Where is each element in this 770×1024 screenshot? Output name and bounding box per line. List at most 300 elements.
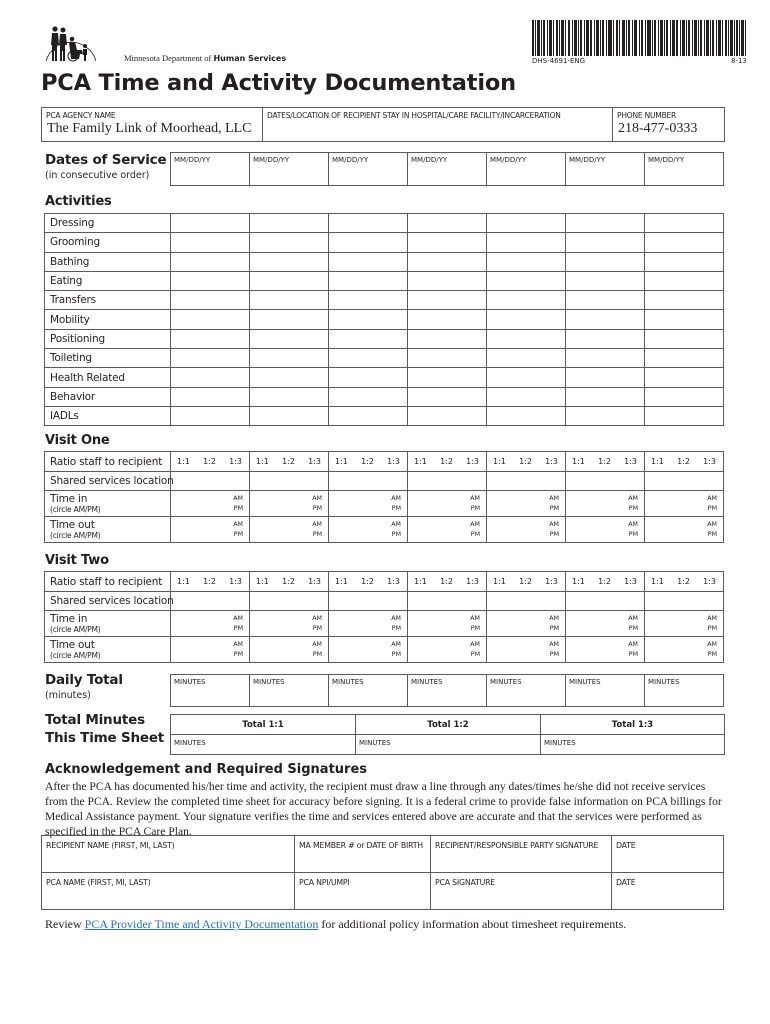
minutes-label: MINUTES: [544, 739, 576, 747]
total-minutes-table: [170, 714, 725, 755]
am-option[interactable]: AM: [628, 640, 638, 648]
pca-provider-doc-link[interactable]: PCA Provider Time and Activity Documentation: [84, 917, 319, 931]
pm-option[interactable]: PM: [312, 650, 322, 658]
total-1-1-field[interactable]: [171, 735, 356, 755]
ratio-option[interactable]: 1:3: [387, 577, 400, 586]
ratio-option[interactable]: 1:1: [572, 577, 585, 586]
activity-checkbox-cell[interactable]: [487, 252, 566, 271]
am-option[interactable]: AM: [707, 520, 717, 528]
pm-option[interactable]: PM: [233, 530, 243, 538]
pm-option[interactable]: PM: [233, 650, 243, 658]
time-out-field[interactable]: [171, 517, 250, 543]
phone-number-field[interactable]: [613, 108, 725, 142]
ratio-cell: [408, 452, 487, 472]
daily-minutes-field[interactable]: [171, 675, 250, 707]
ratio-option[interactable]: 1:1: [493, 577, 506, 586]
shared-location-field[interactable]: [250, 472, 329, 491]
activity-checkbox-cell[interactable]: [645, 271, 724, 290]
minutes-label: MINUTES: [411, 678, 443, 686]
dates-of-service-subheading: (in consecutive order): [45, 170, 150, 181]
am-option[interactable]: AM: [707, 494, 717, 502]
time-out-label-cell: [45, 517, 171, 543]
ratio-option[interactable]: 1:1: [651, 457, 664, 466]
daily-minutes-field[interactable]: [566, 675, 645, 707]
time-in-label-cell: [45, 491, 171, 517]
pm-option[interactable]: PM: [628, 530, 638, 538]
ratio-option[interactable]: 1:3: [308, 457, 321, 466]
daily-total-table: [170, 674, 724, 707]
activity-checkbox-cell[interactable]: [250, 291, 329, 310]
ma-member-field[interactable]: [295, 836, 431, 873]
pm-option[interactable]: PM: [470, 504, 480, 512]
time-out-field[interactable]: [645, 517, 724, 543]
am-option[interactable]: AM: [470, 640, 480, 648]
activity-checkbox-cell[interactable]: [171, 387, 250, 406]
daily-minutes-field[interactable]: [645, 675, 724, 707]
am-option[interactable]: AM: [391, 640, 401, 648]
ratio-option[interactable]: 1:1: [256, 457, 269, 466]
pm-option[interactable]: PM: [628, 650, 638, 658]
activity-checkbox-cell[interactable]: [566, 406, 645, 425]
am-option[interactable]: AM: [391, 494, 401, 502]
activity-checkbox-cell[interactable]: [171, 329, 250, 348]
recipient-signature-field[interactable]: [431, 836, 612, 873]
pca-signature-field[interactable]: [431, 873, 612, 910]
hospital-stay-field[interactable]: [263, 108, 613, 142]
activity-checkbox-cell[interactable]: [566, 329, 645, 348]
pm-option[interactable]: PM: [233, 624, 243, 632]
activity-checkbox-cell[interactable]: [408, 349, 487, 368]
ratio-option[interactable]: 1:2: [677, 457, 690, 466]
am-option[interactable]: AM: [312, 520, 322, 528]
shared-location-field[interactable]: [171, 592, 250, 611]
activity-checkbox-cell[interactable]: [329, 252, 408, 271]
shared-location-field[interactable]: [566, 472, 645, 491]
activity-checkbox-cell[interactable]: [645, 368, 724, 387]
activity-checkbox-cell[interactable]: [408, 406, 487, 425]
ratio-cell: [329, 572, 408, 592]
pm-option[interactable]: PM: [707, 624, 717, 632]
department-name: [124, 53, 286, 63]
ratio-option[interactable]: 1:1: [256, 577, 269, 586]
ratio-options: [645, 452, 723, 471]
ratio-option[interactable]: 1:3: [624, 577, 637, 586]
activity-checkbox-cell[interactable]: [645, 349, 724, 368]
ratio-option[interactable]: 1:1: [177, 457, 190, 466]
ratio-option[interactable]: 1:3: [545, 457, 558, 466]
pm-option[interactable]: PM: [312, 504, 322, 512]
activity-checkbox-cell[interactable]: [250, 214, 329, 233]
ratio-option[interactable]: 1:2: [598, 457, 611, 466]
activity-checkbox-cell[interactable]: [645, 291, 724, 310]
activity-checkbox-cell[interactable]: [566, 271, 645, 290]
time-in-field[interactable]: [250, 491, 329, 517]
pm-option[interactable]: PM: [312, 624, 322, 632]
activity-label: Positioning: [45, 329, 171, 348]
ratio-option[interactable]: 1:2: [203, 457, 216, 466]
daily-minutes-field[interactable]: [329, 675, 408, 707]
activity-label: Toileting: [45, 349, 171, 368]
activity-checkbox-cell[interactable]: [250, 329, 329, 348]
am-option[interactable]: AM: [549, 494, 559, 502]
ratio-option[interactable]: 1:2: [519, 577, 532, 586]
daily-total-heading: Daily Total: [45, 672, 123, 688]
activity-checkbox-cell[interactable]: [645, 387, 724, 406]
activity-checkbox-cell[interactable]: [250, 387, 329, 406]
time-out-field[interactable]: [250, 517, 329, 543]
pm-option[interactable]: PM: [549, 504, 559, 512]
pm-option[interactable]: PM: [470, 624, 480, 632]
ratio-option[interactable]: 1:3: [624, 457, 637, 466]
activity-checkbox-cell[interactable]: [487, 291, 566, 310]
am-option[interactable]: AM: [628, 614, 638, 622]
shared-location-field[interactable]: [645, 472, 724, 491]
total-1-2-field[interactable]: [356, 735, 541, 755]
ratio-option[interactable]: 1:1: [651, 577, 664, 586]
date-placeholder: MM/DD/YY: [174, 156, 211, 164]
ratio-option[interactable]: 1:2: [677, 577, 690, 586]
activity-checkbox-cell[interactable]: [329, 329, 408, 348]
time-in-field[interactable]: [566, 611, 645, 637]
pm-option[interactable]: PM: [391, 624, 401, 632]
ratio-option[interactable]: 1:1: [177, 577, 190, 586]
ratio-option[interactable]: 1:3: [703, 457, 716, 466]
activity-checkbox-cell[interactable]: [408, 291, 487, 310]
shared-location-field[interactable]: [487, 592, 566, 611]
activity-checkbox-cell[interactable]: [408, 252, 487, 271]
ratio-options: [487, 572, 565, 591]
time-out-field[interactable]: [566, 517, 645, 543]
date-field[interactable]: [408, 153, 487, 186]
ratio-option[interactable]: 1:3: [229, 577, 242, 586]
time-in-label-cell: [45, 611, 171, 637]
activity-checkbox-cell[interactable]: [250, 252, 329, 271]
total-minutes-heading-line2: This Time Sheet: [45, 730, 165, 746]
activity-row: [45, 252, 724, 271]
time-out-field[interactable]: [566, 637, 645, 663]
pm-option[interactable]: PM: [470, 650, 480, 658]
activity-checkbox-cell[interactable]: [487, 329, 566, 348]
activity-checkbox-cell[interactable]: [250, 310, 329, 329]
activity-checkbox-cell[interactable]: [487, 214, 566, 233]
daily-minutes-field[interactable]: [408, 675, 487, 707]
time-in-field[interactable]: [487, 611, 566, 637]
shared-location-row: [45, 472, 724, 491]
time-in-field[interactable]: [566, 491, 645, 517]
am-option[interactable]: AM: [470, 520, 480, 528]
am-option[interactable]: AM: [549, 520, 559, 528]
time-out-field[interactable]: [408, 637, 487, 663]
ratio-option[interactable]: 1:3: [466, 457, 479, 466]
shared-location-field[interactable]: [329, 592, 408, 611]
am-option[interactable]: AM: [233, 614, 243, 622]
activity-checkbox-cell[interactable]: [329, 214, 408, 233]
shared-location-field[interactable]: [645, 592, 724, 611]
shared-location-field[interactable]: [250, 592, 329, 611]
activity-checkbox-cell[interactable]: [566, 387, 645, 406]
activity-checkbox-cell[interactable]: [171, 214, 250, 233]
activity-checkbox-cell[interactable]: [408, 387, 487, 406]
activity-label: Dressing: [45, 214, 171, 233]
am-option[interactable]: AM: [549, 614, 559, 622]
activity-row: [45, 406, 724, 425]
activity-checkbox-cell[interactable]: [329, 406, 408, 425]
activity-checkbox-cell[interactable]: [487, 349, 566, 368]
ratio-option[interactable]: 1:3: [703, 577, 716, 586]
activity-checkbox-cell[interactable]: [487, 233, 566, 252]
shared-location-field[interactable]: [487, 472, 566, 491]
am-option[interactable]: AM: [707, 614, 717, 622]
pm-option[interactable]: PM: [707, 530, 717, 538]
activity-checkbox-cell[interactable]: [171, 291, 250, 310]
pm-option[interactable]: PM: [628, 504, 638, 512]
minutes-label: MINUTES: [332, 678, 364, 686]
activity-checkbox-cell[interactable]: [329, 310, 408, 329]
time-out-field[interactable]: [250, 637, 329, 663]
acknowledgement-text: After the PCA has documented his/her time and activity, the recipient must draw a line through any dates/times he/she did not receive services from the PCA. Review the completed time sheet for accuracy before signing. It is a federal crime to provide false information on PCA billings for Medical Assistance payment. Your signature verifies the time and services entered above are accurate and that the services were performed as specified in the PCA Care Plan.: [45, 780, 722, 838]
pm-option[interactable]: PM: [391, 650, 401, 658]
activity-label: Bathing: [45, 252, 171, 271]
time-in-row: [45, 491, 724, 517]
time-in-field[interactable]: [250, 611, 329, 637]
daily-minutes-field[interactable]: [250, 675, 329, 707]
activity-checkbox-cell[interactable]: [171, 349, 250, 368]
ratio-option[interactable]: 1:1: [572, 457, 585, 466]
time-out-field[interactable]: [645, 637, 724, 663]
date-field[interactable]: [487, 153, 566, 186]
phone-number-label: PHONE NUMBER: [617, 111, 677, 120]
pm-option[interactable]: PM: [391, 504, 401, 512]
activity-row: [45, 214, 724, 233]
activity-checkbox-cell[interactable]: [171, 310, 250, 329]
dates-of-service-table: [170, 152, 724, 186]
activity-row: [45, 271, 724, 290]
time-in-field[interactable]: [408, 611, 487, 637]
activity-checkbox-cell[interactable]: [329, 233, 408, 252]
am-option[interactable]: AM: [628, 494, 638, 502]
activity-checkbox-cell[interactable]: [329, 349, 408, 368]
time-out-field[interactable]: [171, 637, 250, 663]
activity-checkbox-cell[interactable]: [645, 233, 724, 252]
ratio-option[interactable]: 1:2: [598, 577, 611, 586]
activity-checkbox-cell[interactable]: [408, 214, 487, 233]
shared-location-field[interactable]: [408, 592, 487, 611]
date-field[interactable]: [566, 153, 645, 186]
activity-checkbox-cell[interactable]: [250, 271, 329, 290]
am-option[interactable]: AM: [391, 614, 401, 622]
activity-checkbox-cell[interactable]: [566, 349, 645, 368]
am-option[interactable]: AM: [707, 640, 717, 648]
agency-name-field[interactable]: [42, 108, 263, 142]
shared-location-field[interactable]: [171, 472, 250, 491]
activity-checkbox-cell[interactable]: [566, 233, 645, 252]
ratio-option[interactable]: 1:2: [203, 577, 216, 586]
ratio-option[interactable]: 1:2: [361, 457, 374, 466]
ratio-option[interactable]: 1:2: [361, 577, 374, 586]
pm-option[interactable]: PM: [707, 650, 717, 658]
activity-checkbox-cell[interactable]: [408, 310, 487, 329]
activity-checkbox-cell[interactable]: [171, 271, 250, 290]
ratio-cell: [250, 572, 329, 592]
activity-checkbox-cell[interactable]: [408, 368, 487, 387]
footer-prefix: Review: [45, 917, 85, 931]
ratio-option[interactable]: 1:3: [229, 457, 242, 466]
ratio-option[interactable]: 1:3: [387, 457, 400, 466]
pca-date-label: DATE: [616, 878, 636, 887]
ratio-option[interactable]: 1:3: [545, 577, 558, 586]
activity-checkbox-cell[interactable]: [487, 368, 566, 387]
activity-checkbox-cell[interactable]: [645, 252, 724, 271]
ratio-row: [45, 572, 724, 592]
pm-option[interactable]: PM: [549, 530, 559, 538]
pca-name-field[interactable]: [42, 873, 295, 910]
activity-checkbox-cell[interactable]: [487, 310, 566, 329]
time-out-field[interactable]: [329, 517, 408, 543]
ratio-cell: [487, 452, 566, 472]
activity-checkbox-cell[interactable]: [329, 271, 408, 290]
date-field[interactable]: [329, 153, 408, 186]
activity-checkbox-cell[interactable]: [171, 368, 250, 387]
ratio-option[interactable]: 1:2: [440, 577, 453, 586]
date-field[interactable]: [171, 153, 250, 186]
ratio-option[interactable]: 1:1: [335, 457, 348, 466]
am-option[interactable]: AM: [233, 640, 243, 648]
time-in-field[interactable]: [408, 491, 487, 517]
pm-option[interactable]: PM: [628, 624, 638, 632]
time-out-field[interactable]: [329, 637, 408, 663]
activity-checkbox-cell[interactable]: [171, 233, 250, 252]
pm-option[interactable]: PM: [549, 650, 559, 658]
ratio-cell: [250, 452, 329, 472]
ratio-option[interactable]: 1:3: [308, 577, 321, 586]
time-in-field[interactable]: [329, 611, 408, 637]
activity-checkbox-cell[interactable]: [566, 310, 645, 329]
ratio-option[interactable]: 1:1: [414, 457, 427, 466]
time-out-field[interactable]: [487, 517, 566, 543]
hospital-stay-label: DATES/LOCATION OF RECIPIENT STAY IN HOSPITAL/CARE FACILITY/INCARCERATION: [267, 111, 561, 120]
am-option[interactable]: AM: [312, 640, 322, 648]
activity-checkbox-cell[interactable]: [250, 233, 329, 252]
ratio-option[interactable]: 1:1: [414, 577, 427, 586]
pca-npi-field[interactable]: [295, 873, 431, 910]
recipient-name-field[interactable]: [42, 836, 295, 873]
activity-checkbox-cell[interactable]: [487, 271, 566, 290]
activity-row: [45, 291, 724, 310]
activity-checkbox-cell[interactable]: [645, 310, 724, 329]
minutes-label: MINUTES: [490, 678, 522, 686]
ratio-label: Ratio staff to recipient: [45, 572, 171, 592]
activity-checkbox-cell[interactable]: [645, 406, 724, 425]
pca-date-field[interactable]: [612, 873, 724, 910]
activity-checkbox-cell[interactable]: [566, 252, 645, 271]
activities-heading: Activities: [45, 194, 112, 209]
ratio-option[interactable]: 1:2: [282, 457, 295, 466]
date-field[interactable]: [645, 153, 724, 186]
time-in-field[interactable]: [645, 611, 724, 637]
recipient-date-field[interactable]: [612, 836, 724, 873]
time-in-field[interactable]: [645, 491, 724, 517]
shared-location-field[interactable]: [329, 472, 408, 491]
ratio-option[interactable]: 1:2: [519, 457, 532, 466]
am-option[interactable]: AM: [233, 494, 243, 502]
am-option[interactable]: AM: [233, 520, 243, 528]
ma-member-label: MA MEMBER # or DATE OF BIRTH: [299, 841, 423, 850]
ratio-option[interactable]: 1:2: [282, 577, 295, 586]
activity-checkbox-cell[interactable]: [566, 214, 645, 233]
activity-checkbox-cell[interactable]: [645, 214, 724, 233]
activity-checkbox-cell[interactable]: [487, 387, 566, 406]
activity-checkbox-cell[interactable]: [329, 368, 408, 387]
time-out-label: Time out: [50, 638, 95, 651]
circle-ampm-hint: (circle AM/PM): [50, 650, 101, 660]
am-option[interactable]: AM: [312, 494, 322, 502]
shared-location-row: [45, 592, 724, 611]
total-1-3-field[interactable]: [541, 735, 725, 755]
date-field[interactable]: [250, 153, 329, 186]
pm-option[interactable]: PM: [391, 530, 401, 538]
activity-row: [45, 310, 724, 329]
time-out-field[interactable]: [487, 637, 566, 663]
time-in-field[interactable]: [487, 491, 566, 517]
pm-option[interactable]: PM: [549, 624, 559, 632]
am-option[interactable]: AM: [391, 520, 401, 528]
activity-checkbox-cell[interactable]: [250, 368, 329, 387]
am-option[interactable]: AM: [312, 614, 322, 622]
time-in-field[interactable]: [171, 491, 250, 517]
time-in-field[interactable]: [171, 611, 250, 637]
am-option[interactable]: AM: [470, 614, 480, 622]
activity-checkbox-cell[interactable]: [329, 291, 408, 310]
pm-option[interactable]: PM: [312, 530, 322, 538]
am-option[interactable]: AM: [549, 640, 559, 648]
activity-label: IADLs: [45, 406, 171, 425]
visit-two-heading: Visit Two: [45, 553, 109, 568]
ratio-option[interactable]: 1:2: [440, 457, 453, 466]
activity-checkbox-cell[interactable]: [250, 406, 329, 425]
time-in-field[interactable]: [329, 491, 408, 517]
date-placeholder: MM/DD/YY: [253, 156, 290, 164]
activity-checkbox-cell[interactable]: [171, 252, 250, 271]
activity-checkbox-cell[interactable]: [408, 271, 487, 290]
recipient-signature-label: RECIPIENT/RESPONSIBLE PARTY SIGNATURE: [435, 841, 599, 850]
am-option[interactable]: AM: [628, 520, 638, 528]
ratio-option[interactable]: 1:1: [335, 577, 348, 586]
shared-location-field[interactable]: [566, 592, 645, 611]
activity-checkbox-cell[interactable]: [487, 406, 566, 425]
pm-option[interactable]: PM: [233, 504, 243, 512]
activity-checkbox-cell[interactable]: [408, 329, 487, 348]
activity-checkbox-cell[interactable]: [645, 329, 724, 348]
pm-option[interactable]: PM: [707, 504, 717, 512]
activity-checkbox-cell[interactable]: [329, 387, 408, 406]
pm-option[interactable]: PM: [470, 530, 480, 538]
ratio-option[interactable]: 1:3: [466, 577, 479, 586]
time-out-field[interactable]: [408, 517, 487, 543]
activity-checkbox-cell[interactable]: [171, 406, 250, 425]
ratio-options: [250, 572, 328, 591]
ratio-option[interactable]: 1:1: [493, 457, 506, 466]
pca-npi-label: PCA NPI/UMPI: [299, 878, 350, 887]
activity-checkbox-cell[interactable]: [408, 233, 487, 252]
activity-checkbox-cell[interactable]: [250, 349, 329, 368]
daily-minutes-field[interactable]: [487, 675, 566, 707]
pca-name-label: PCA NAME (FIRST, MI, LAST): [46, 878, 151, 887]
activity-checkbox-cell[interactable]: [566, 291, 645, 310]
shared-location-field[interactable]: [408, 472, 487, 491]
date-placeholder: MM/DD/YY: [332, 156, 369, 164]
activity-checkbox-cell[interactable]: [566, 368, 645, 387]
am-option[interactable]: AM: [470, 494, 480, 502]
